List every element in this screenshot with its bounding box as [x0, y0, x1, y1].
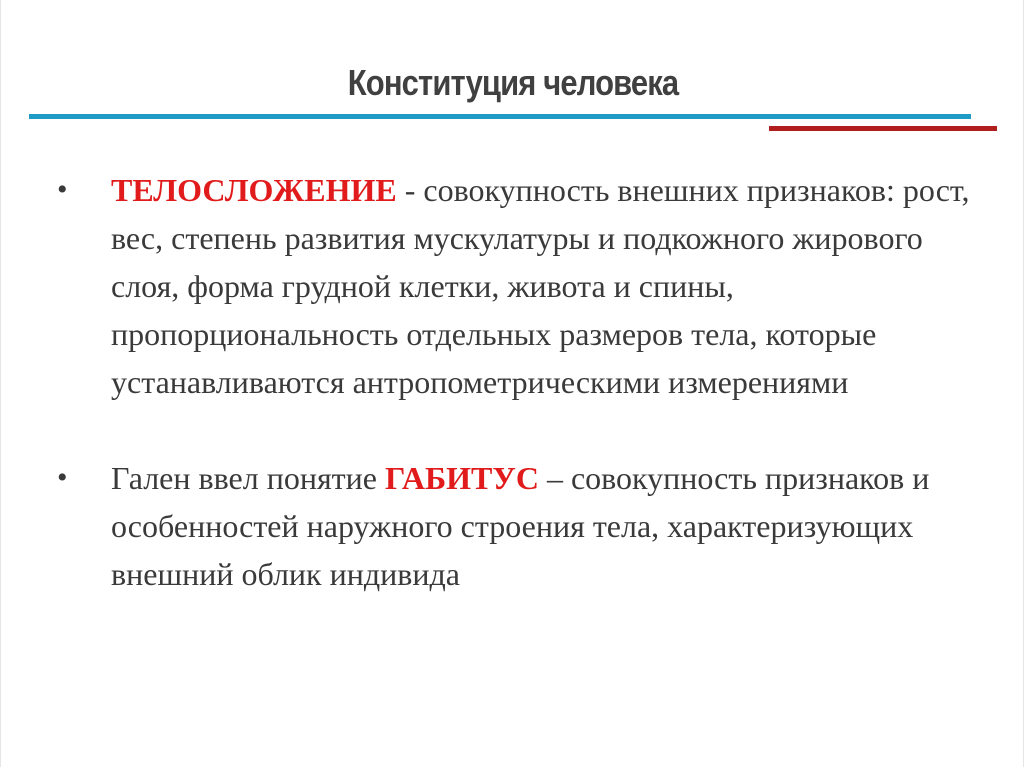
- bullet-item-telo: [57, 166, 977, 406]
- bullet-prefix: Гален ввел понятие: [111, 460, 385, 496]
- bullet-term: ТЕЛОСЛОЖЕНИЕ: [111, 172, 397, 208]
- bullet-text: - совокупность внешних признаков: рост, вес, степень развития мускулатуры и подкожного жирового слоя, форма грудной клетки, живота и спины, пропорциональность отдельных размеров тела, которые устанавливаются антропометрическими измерениями: [111, 172, 970, 400]
- slide-title: Конституция человека: [347, 62, 679, 103]
- bullet-icon: •: [57, 173, 68, 206]
- bullet-list: [57, 166, 977, 598]
- bullet-text: – совокупность признаков и особенностей наружного строения тела, характеризующих внешний облик индивида: [111, 460, 930, 592]
- title-underline-red: [769, 126, 997, 131]
- bullet-item-habitus: [57, 454, 977, 598]
- title-underline-blue: [29, 114, 971, 119]
- bullet-term: ГАБИТУС: [384, 460, 539, 496]
- bullet-icon: •: [57, 461, 68, 494]
